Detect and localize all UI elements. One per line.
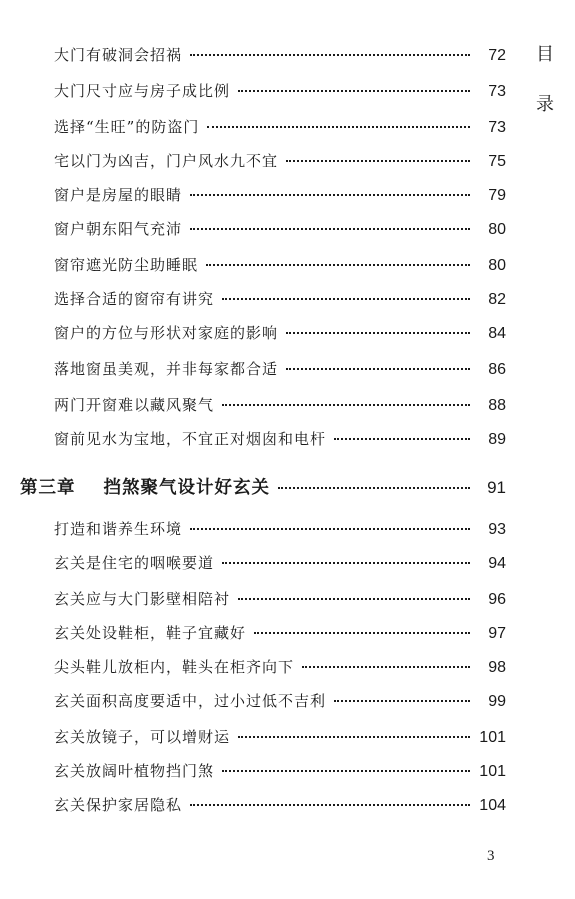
toc-entry-title: 玄关放镜子，可以增财运	[54, 728, 231, 746]
leader-dots	[190, 193, 470, 196]
toc-entry-title: 大门有破洞会招祸	[54, 46, 183, 64]
leader-dots	[334, 437, 470, 440]
leader-dots	[207, 125, 470, 128]
toc-entry[interactable]	[54, 184, 506, 205]
toc-entry[interactable]	[54, 44, 506, 65]
leader-dots	[238, 597, 470, 600]
chapter-title: 挡煞聚气设计好玄关	[103, 478, 270, 498]
chapter-page: 91	[487, 478, 506, 497]
toc-entry[interactable]	[54, 150, 506, 171]
toc-entry-title: 玄关面积高度要适中，过小过低不吉利	[54, 692, 327, 710]
toc-entry-page: 73	[488, 119, 506, 136]
header-char-1: 目	[536, 44, 554, 65]
toc-entry-page: 98	[488, 659, 506, 676]
toc-entry-page: 101	[479, 729, 506, 746]
toc-entry[interactable]	[54, 116, 506, 137]
toc-entry[interactable]	[54, 428, 506, 449]
toc-entry[interactable]	[54, 518, 506, 539]
toc-entry[interactable]	[54, 358, 506, 379]
chapter-number: 第三章	[20, 478, 76, 498]
toc-entry-page: 88	[488, 397, 506, 414]
chapter-heading[interactable]	[20, 474, 506, 499]
leader-dots	[286, 331, 470, 334]
toc-entry[interactable]	[54, 80, 506, 101]
toc-entry[interactable]	[54, 760, 506, 781]
toc-entry-title: 窗户的方位与形状对家庭的影响	[54, 324, 279, 342]
leader-dots	[222, 297, 470, 300]
toc-entry-page: 93	[488, 521, 506, 538]
toc-entry-title: 选择“生旺”的防盗门	[54, 118, 200, 136]
leader-dots	[206, 263, 470, 266]
leader-dots	[286, 367, 470, 370]
toc-entry[interactable]	[54, 690, 506, 711]
toc-entry-page: 80	[488, 257, 506, 274]
toc-entry-page: 84	[488, 325, 506, 342]
toc-entry[interactable]	[54, 218, 506, 239]
page-number: 3	[487, 848, 495, 864]
toc-entry-title: 宅以门为凶吉，门户风水九不宜	[54, 152, 279, 170]
toc-entry-title: 玄关是住宅的咽喉要道	[54, 554, 215, 572]
header-char-2: 录	[536, 94, 554, 115]
toc-entry-title: 打造和谐养生环境	[54, 520, 183, 538]
toc-entry[interactable]	[54, 622, 506, 643]
toc-entry-title: 两门开窗难以藏风聚气	[54, 396, 215, 414]
leader-dots	[222, 769, 470, 772]
toc-entry-page: 94	[488, 555, 506, 572]
leader-dots	[254, 631, 470, 634]
toc-entry-page: 104	[479, 797, 506, 814]
leader-dots	[190, 527, 470, 530]
leader-dots	[334, 699, 470, 702]
toc-entry[interactable]	[54, 588, 506, 609]
toc-entry-title: 窗户是房屋的眼睛	[54, 186, 183, 204]
toc-entry-page: 72	[488, 47, 506, 64]
toc-entry-page: 79	[488, 187, 506, 204]
toc-entry-title: 玄关应与大门影壁相陪衬	[54, 590, 231, 608]
toc-entry-title: 窗帘遮光防尘助睡眠	[54, 256, 199, 274]
toc-entry-page: 96	[488, 591, 506, 608]
toc-entry-page: 97	[488, 625, 506, 642]
leader-dots	[278, 486, 470, 489]
toc-entry-page: 99	[488, 693, 506, 710]
leader-dots	[238, 735, 470, 738]
toc-entry-page: 101	[479, 763, 506, 780]
toc-entry-title: 窗户朝东阳气充沛	[54, 220, 183, 238]
toc-entry[interactable]	[54, 394, 506, 415]
toc-entry-page: 73	[488, 83, 506, 100]
toc-entry-title: 落地窗虽美观，并非每家都合适	[54, 360, 279, 378]
toc-entry[interactable]	[54, 254, 506, 275]
leader-dots	[222, 403, 470, 406]
toc-entry-title: 玄关处设鞋柜，鞋子宜藏好	[54, 624, 247, 642]
leader-dots	[190, 803, 470, 806]
toc-entry-title: 窗前见水为宝地，不宜正对烟囱和电杆	[54, 430, 327, 448]
toc-entry-page: 75	[488, 153, 506, 170]
toc-entry[interactable]	[54, 322, 506, 343]
toc-entry[interactable]	[54, 794, 506, 815]
leader-dots	[286, 159, 470, 162]
toc-entry[interactable]	[54, 552, 506, 573]
toc-entry-title: 尖头鞋儿放柜内，鞋头在柜齐向下	[54, 658, 295, 676]
leader-dots	[238, 89, 470, 92]
toc-entry[interactable]	[54, 656, 506, 677]
toc-entry-page: 86	[488, 361, 506, 378]
toc-entry-title: 玄关保护家居隐私	[54, 796, 183, 814]
toc-entry-title: 选择合适的窗帘有讲究	[54, 290, 215, 308]
leader-dots	[222, 561, 470, 564]
toc-entry-title: 玄关放阔叶植物挡门煞	[54, 762, 215, 780]
leader-dots	[302, 665, 470, 668]
toc-entry-page: 89	[488, 431, 506, 448]
leader-dots	[190, 53, 470, 56]
toc-entry-page: 82	[488, 291, 506, 308]
toc-entry[interactable]	[54, 288, 506, 309]
leader-dots	[190, 227, 470, 230]
toc-entry-title: 大门尺寸应与房子成比例	[54, 82, 231, 100]
toc-entry[interactable]	[54, 726, 506, 747]
toc-entry-page: 80	[488, 221, 506, 238]
